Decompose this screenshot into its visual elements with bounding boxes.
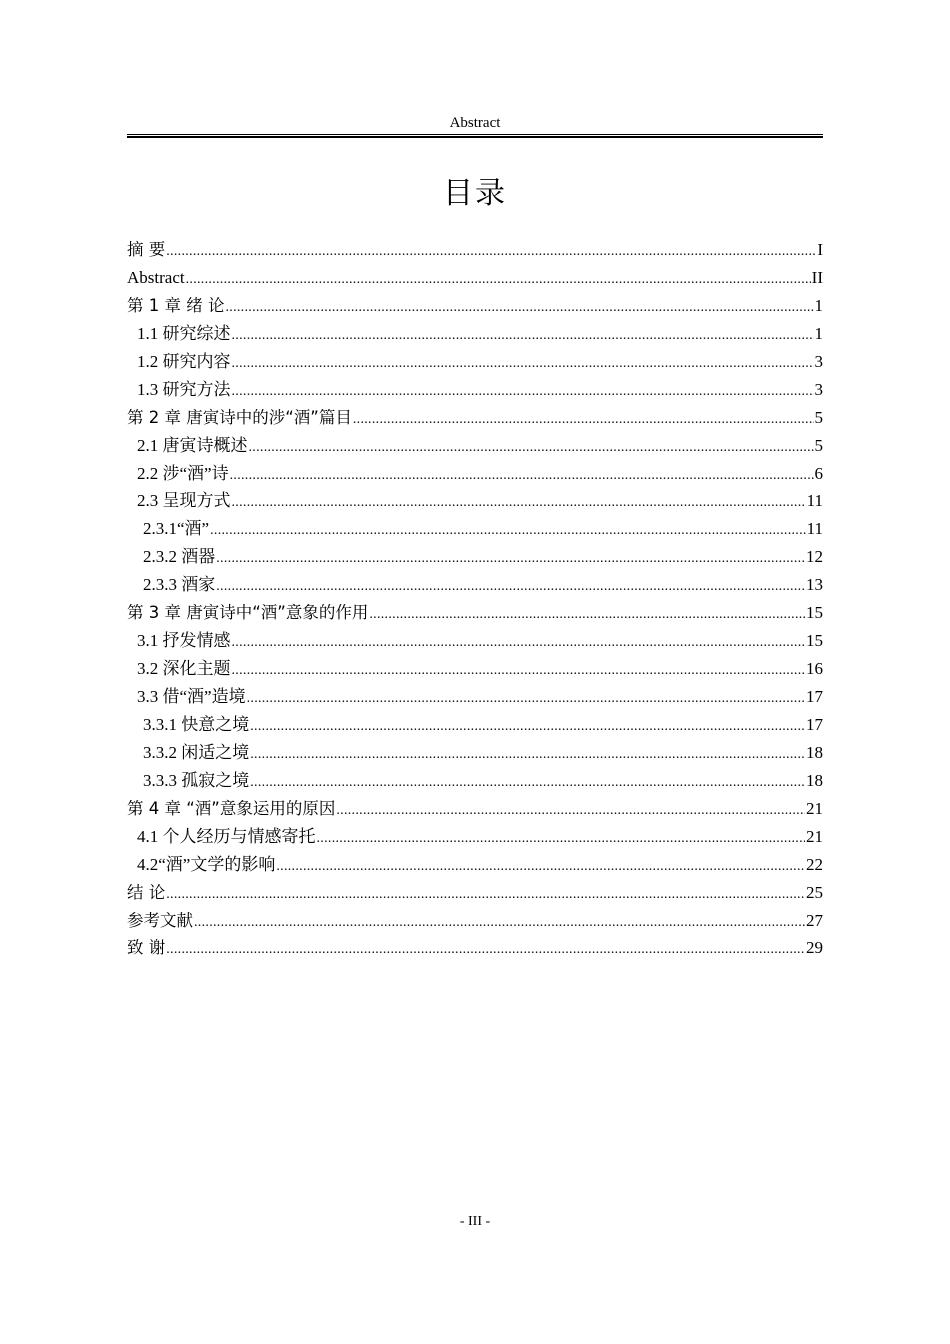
toc-entry-abstract-cn[interactable] <box>127 236 823 264</box>
toc-entry-label: 4.1 个人经历与情感寄托 <box>137 826 316 846</box>
header-rule-thick <box>127 136 823 138</box>
toc-entry-label: 2.2 涉“酒”诗 <box>137 463 229 483</box>
toc-leader-dots <box>232 629 806 657</box>
toc-leader-dots <box>247 685 805 713</box>
toc-leader-dots <box>166 936 805 964</box>
toc-entry-page: 3 <box>814 379 823 399</box>
toc-entry-page: 15 <box>806 603 823 623</box>
toc-leader-dots <box>232 657 806 685</box>
toc-entry-label: 第 2 章 唐寅诗中的涉“酒”篇目 <box>127 407 352 427</box>
toc-leader-dots <box>317 825 806 853</box>
toc-leader-dots <box>166 238 816 266</box>
toc-entry-label: 1.1 研究综述 <box>137 323 231 343</box>
toc-entry-label: 1.3 研究方法 <box>137 379 231 399</box>
toc-entry-abstract-en[interactable] <box>127 264 823 292</box>
toc-leader-dots <box>232 322 814 350</box>
toc-entry-page: 21 <box>806 798 823 818</box>
toc-leader-dots <box>186 266 811 294</box>
toc-entry-section-4-2[interactable] <box>127 851 823 879</box>
toc-entry-page: 17 <box>806 687 823 706</box>
toc-entry-page: 16 <box>806 659 823 679</box>
toc-entry-acknowledgements[interactable] <box>127 934 823 962</box>
toc-entry-label: 第 4 章 “酒”意象运用的原因 <box>127 798 336 818</box>
toc-entry-chapter-2[interactable] <box>127 404 823 432</box>
toc-entry-label: 摘 要 <box>127 240 166 259</box>
toc-leader-dots <box>250 741 805 769</box>
toc-entry-label: 结 论 <box>127 882 166 902</box>
toc-entry-label: 第 1 章 绪 论 <box>127 295 225 315</box>
toc-entry-label: 参考文献 <box>127 910 193 930</box>
toc-entry-section-2-3[interactable] <box>127 487 823 515</box>
toc-leader-dots <box>232 350 814 378</box>
toc-leader-dots <box>225 294 813 322</box>
toc-entry-page: 13 <box>806 575 823 595</box>
toc-leader-dots <box>369 601 805 629</box>
toc-entry-label: 3.1 抒发情感 <box>137 631 231 651</box>
toc-entry-page: 12 <box>806 547 823 567</box>
toc-entry-label: 2.3.3 酒家 <box>143 575 216 595</box>
toc-entry-label: 2.1 唐寅诗概述 <box>137 435 248 455</box>
toc-leader-dots <box>232 489 806 517</box>
toc-entry-page: 5 <box>814 435 823 455</box>
toc-leader-dots <box>250 769 805 797</box>
toc-entry-page: 25 <box>806 882 823 902</box>
toc-entry-page: 6 <box>814 463 823 483</box>
toc-entry-chapter-1[interactable] <box>127 292 823 320</box>
toc-entry-label: 2.3 呈现方式 <box>137 491 231 511</box>
toc-entry-section-2-3-3[interactable] <box>127 571 823 599</box>
toc-entry-section-3-3-3[interactable] <box>127 767 823 795</box>
table-of-contents <box>127 236 823 962</box>
toc-entry-page: 22 <box>806 854 823 874</box>
toc-entry-page: 5 <box>814 407 823 427</box>
toc-leader-dots <box>166 881 805 909</box>
running-header: Abstract <box>449 115 501 131</box>
toc-entry-section-1-3[interactable] <box>127 376 823 404</box>
toc-leader-dots <box>336 797 805 825</box>
toc-entry-section-2-1[interactable] <box>127 432 823 460</box>
toc-entry-section-3-3-2[interactable] <box>127 739 823 767</box>
toc-entry-label: 第 3 章 唐寅诗中“酒”意象的作用 <box>127 603 369 623</box>
toc-entry-label: 1.2 研究内容 <box>137 351 231 371</box>
toc-entry-page: 15 <box>806 631 823 651</box>
toc-entry-chapter-4[interactable] <box>127 795 823 823</box>
toc-entry-page: 27 <box>806 910 823 930</box>
toc-leader-dots <box>232 378 814 406</box>
toc-leader-dots <box>194 909 805 937</box>
toc-entry-page: 18 <box>806 770 823 790</box>
toc-entry-page: 21 <box>806 826 823 846</box>
toc-entry-section-4-1[interactable] <box>127 823 823 851</box>
toc-leader-dots <box>216 545 805 573</box>
toc-entry-label: 2.3.1“酒” <box>143 519 210 539</box>
toc-entry-label: Abstract <box>127 267 185 287</box>
toc-entry-page: 17 <box>806 714 823 734</box>
toc-entry-label: 2.3.2 酒器 <box>143 547 216 567</box>
toc-entry-page: 18 <box>806 742 823 762</box>
toc-entry-page: 11 <box>806 519 823 539</box>
toc-entry-conclusion[interactable] <box>127 879 823 907</box>
toc-entry-section-2-3-2[interactable] <box>127 543 823 571</box>
toc-leader-dots <box>250 713 805 741</box>
toc-entry-page: 3 <box>814 351 823 371</box>
toc-entry-page: I <box>817 240 823 259</box>
toc-entry-chapter-3[interactable] <box>127 599 823 627</box>
toc-entry-label: 3.2 深化主题 <box>137 659 231 679</box>
toc-leader-dots <box>276 853 805 881</box>
page-number: - III - <box>459 1214 491 1229</box>
toc-title: 目录 <box>443 177 507 210</box>
toc-leader-dots <box>230 462 814 490</box>
toc-entry-page: II <box>811 267 823 287</box>
toc-entry-label: 3.3.3 孤寂之境 <box>143 770 250 790</box>
toc-entry-section-2-3-1[interactable] <box>127 515 823 543</box>
toc-entry-label: 致 谢 <box>127 938 166 958</box>
toc-entry-section-3-1[interactable] <box>127 627 823 655</box>
toc-entry-section-3-3-1[interactable] <box>127 711 823 739</box>
toc-leader-dots <box>216 573 805 601</box>
toc-leader-dots <box>353 406 814 434</box>
toc-entry-page: 29 <box>806 938 823 958</box>
toc-entry-references[interactable] <box>127 907 823 935</box>
toc-leader-dots <box>210 517 806 545</box>
toc-entry-label: 4.2“酒”文学的影响 <box>137 854 276 874</box>
toc-entry-page: 11 <box>806 491 823 511</box>
toc-entry-section-3-3[interactable] <box>127 683 823 711</box>
toc-entry-label: 3.3.2 闲适之境 <box>143 742 250 762</box>
toc-entry-label: 3.3.1 快意之境 <box>143 714 250 734</box>
toc-entry-section-1-2[interactable] <box>127 348 823 376</box>
toc-entry-page: 1 <box>814 323 823 343</box>
toc-entry-section-3-2[interactable] <box>127 655 823 683</box>
toc-entry-page: 1 <box>814 295 823 315</box>
toc-entry-section-1-1[interactable] <box>127 320 823 348</box>
toc-entry-label: 3.3 借“酒”造境 <box>137 687 246 706</box>
toc-entry-section-2-2[interactable] <box>127 460 823 488</box>
toc-leader-dots <box>249 434 814 462</box>
